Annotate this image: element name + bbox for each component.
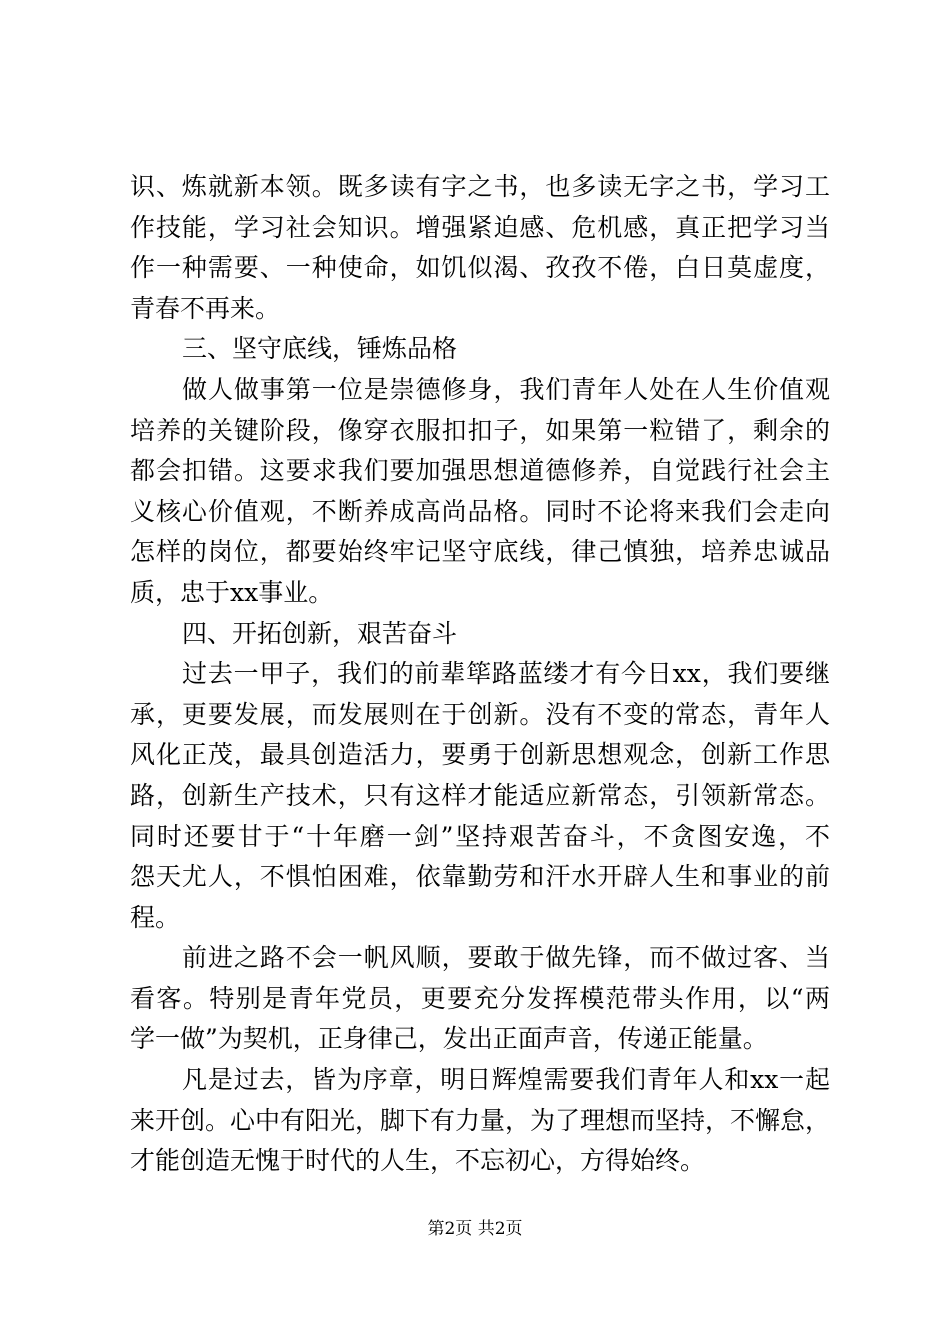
paragraph-line: 作技能，学习社会知识。增强紧迫感、危机感，真正把学习当 <box>130 212 830 242</box>
paragraph-line: 学一做”为契机，正身律己，发出正面声音，传递正能量。 <box>130 1024 768 1054</box>
paragraph-line: 承，更要发展，而发展则在于创新。没有不变的常态，青年人 <box>130 699 830 729</box>
paragraph-line: 培养的关键阶段，像穿衣服扣扣子，如果第一粒错了，剩余的 <box>130 415 830 445</box>
paragraph-line: 同时还要甘于“十年磨一剑”坚持艰苦奋斗，不贪图安逸，不 <box>130 821 830 851</box>
paragraph-line: 路，创新生产技术，只有这样才能适应新常态，引领新常态。 <box>130 780 830 810</box>
paragraph-line: 义核心价值观，不断养成高尚品格。同时不论将来我们会走向 <box>130 496 830 526</box>
page-number-footer: 第2页 共2页 <box>427 1219 523 1239</box>
paragraph-line: 看客。特别是青年党员，更要充分发挥模范带头作用，以“两 <box>130 983 830 1013</box>
paragraph-line: 都会扣错。这要求我们要加强思想道德修养，自觉践行社会主 <box>130 456 830 486</box>
paragraph-line: 前进之路不会一帆风顺，要敢于做先锋，而不做过客、当 <box>182 943 830 973</box>
paragraph-line: 程。 <box>130 902 181 932</box>
paragraph-line: 作一种需要、一种使命，如饥似渴、孜孜不倦，白日莫虚度， <box>130 253 830 283</box>
section-heading: 三、坚守底线，锤炼品格 <box>182 334 458 364</box>
paragraph-line: 才能创造无愧于时代的人生，不忘初心，方得始终。 <box>130 1146 706 1176</box>
paragraph-line: 过去一甲子，我们的前辈筚路蓝缕才有今日xx，我们要继 <box>182 659 830 689</box>
paragraph-line: 质，忠于xx事业。 <box>130 577 334 607</box>
paragraph-line: 青春不再来。 <box>130 293 281 323</box>
paragraph-line: 凡是过去，皆为序章，明日辉煌需要我们青年人和xx一起 <box>182 1065 830 1095</box>
paragraph-line: 怎样的岗位，都要始终牢记坚守底线，律己慎独，培养忠诚品 <box>130 537 830 567</box>
paragraph-line: 风化正茂，最具创造活力，要勇于创新思想观念，创新工作思 <box>130 740 830 770</box>
section-heading: 四、开拓创新，艰苦奋斗 <box>182 618 458 648</box>
document-body <box>130 167 830 1182</box>
paragraph-line: 识、炼就新本领。既多读有字之书，也多读无字之书，学习工 <box>130 172 830 201</box>
paragraph-line: 来开创。心中有阳光，脚下有力量，为了理想而坚持，不懈怠， <box>130 1105 830 1135</box>
paragraph-line: 做人做事第一位是崇德修身，我们青年人处在人生价值观 <box>182 374 830 404</box>
paragraph-line: 怨天尤人，不惧怕困难，依靠勤劳和汗水开辟人生和事业的前 <box>130 862 830 892</box>
